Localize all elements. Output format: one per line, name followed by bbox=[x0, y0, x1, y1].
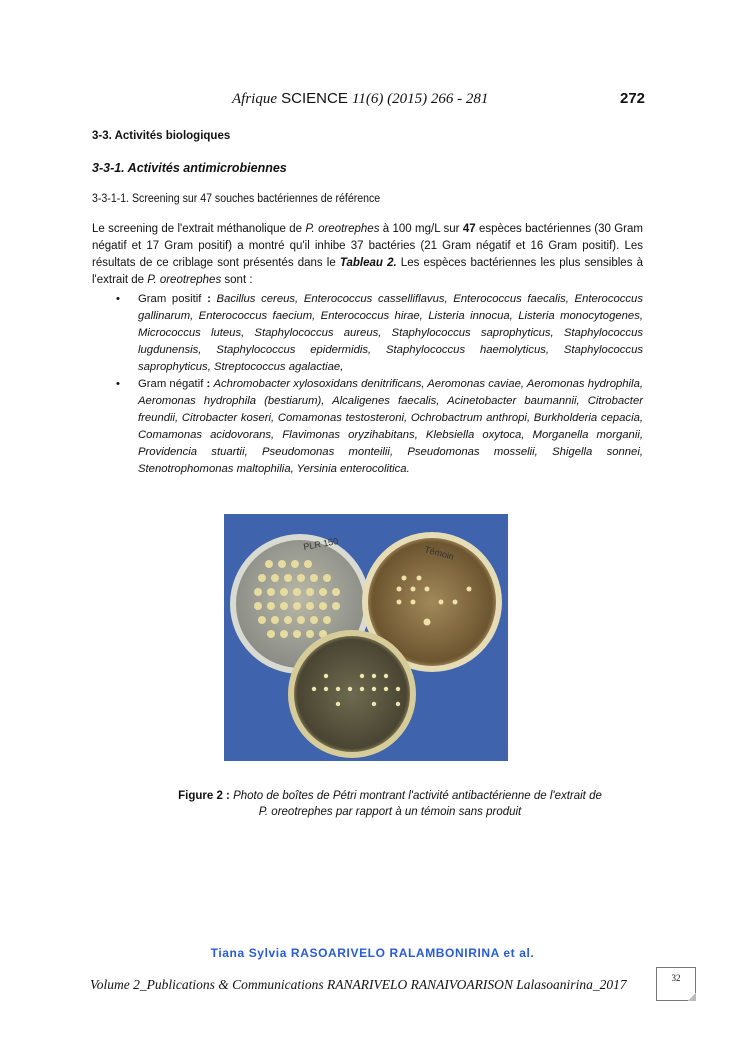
bullet-icon: • bbox=[116, 378, 120, 390]
subsubsection-heading: 3-3-1-1. Screening sur 47 souches bactériennes de référence bbox=[92, 193, 381, 205]
section-heading: 3-3. Activités biologiques bbox=[92, 130, 231, 142]
subsection-heading: 3-3-1. Activités antimicrobiennes bbox=[92, 161, 287, 175]
footer-page-number: 32 bbox=[656, 967, 696, 1001]
species-name: P. oreotrephes bbox=[305, 223, 380, 235]
petri-dish-photo bbox=[224, 514, 508, 761]
authors-line: Tiana Sylvia RASOARIVELO RALAMBONIRINA et al. bbox=[210, 946, 535, 960]
journal-ref: 11(6) (2015) 266 - 281 bbox=[352, 91, 489, 107]
figure-caption: Figure 2 : Photo de boîtes de Pétri montrant l'activité antibactérienne de l'extrait de P. oreotrephes par rapport à un témoin sans produit bbox=[178, 790, 602, 818]
list-item: • Gram positif : Bacillus cereus, Enterococcus casselliflavus, Enterococcus faecalis, Enterococcus gallinarum, Enterococcus faecium, Enterococcus hirae, Listeria innocua, Listeria monocytogenes, Micrococcus luteus, Staphylococcus aureus, Staphylococcus saprophyticus, Staphylococcus lugdunensis, Staphylococcus epidermidis, Staphylococcus haemolyticus, Staphylococcus saprophyticus, Streptococcus agalactiae, bbox=[116, 293, 643, 373]
bullet-label: Gram négatif bbox=[138, 378, 204, 390]
bullet-label: Gram positif bbox=[138, 293, 202, 305]
species-name: P. oreotrephes bbox=[147, 274, 222, 286]
footer-text: Volume 2_Publications & Communications RANARIVELO RANAIVOARISON Lalasoanirina_2017 bbox=[90, 977, 627, 992]
species-list: Achromobacter xylosoxidans denitrificans, Aeromonas caviae, Aeromonas hydrophila, Aeromonas hydrophila (bestiarum), Alcaligenes faecalis, Acinetobacter baumannii, Citrobacter freundii, Citrobacter koseri, Comamonas testosteroni, Ochrobactrum anthropi, Burkholderia cepacia, Comamonas acidovorans, Flavimonas oryzihabitans, Klebsiella oxytoca, Morganella morganii, Providencia stuartii, Pseudomonas monteilii, Pseudomonas mosselii, Shigella sonnei, Stenotrophomonas maltophilia, Yersinia enterocolitica. bbox=[138, 378, 643, 475]
page-number: 272 bbox=[620, 90, 646, 107]
plate-label-right: Témoin bbox=[423, 544, 456, 562]
plate-label-left: PLR 150 bbox=[302, 536, 339, 552]
table-reference: Tableau 2. bbox=[339, 257, 397, 269]
list-item: • Gram négatif : Achromobacter xylosoxidans denitrificans, Aeromonas caviae, Aeromonas hydrophila, Aeromonas hydrophila (bestiarum), Alcaligenes faecalis, Acinetobacter baumannii, Citrobacter freundii, Citrobacter koseri, Comamonas testosteroni, Ochrobactrum anthropi, Burkholderia cepacia, Comamonas acidovorans, Flavimonas oryzihabitans, Klebsiella oxytoca, Morganella morganii, Providencia stuartii, Pseudomonas monteilii, Pseudomonas mosselii, Shigella sonnei, Stenotrophomonas maltophilia, Yersinia enterocolitica. bbox=[116, 378, 643, 475]
journal-name: SCIENCE bbox=[281, 90, 348, 107]
journal-prefix: Afrique bbox=[232, 91, 277, 107]
bullet-list bbox=[92, 291, 643, 478]
figure-label: Figure 2 : bbox=[178, 790, 230, 802]
journal-header bbox=[232, 90, 488, 108]
body-paragraph: Le screening de l'extrait méthanolique de P. oreotrephes à 100 mg/L sur 47 espèces bactériennes (30 Gram négatif et 17 Gram positif) a montré qu'il inhibe 37 bactéries (21 Gram négatif et 16 Gram positif). Les résultats de ce criblage sont présentés dans le Tableau 2. Les espèces bactériennes les plus sensibles à l'extrait de P. oreotrephes sont : bbox=[92, 223, 643, 286]
petri-dishes-illustration bbox=[224, 514, 508, 761]
species-list: Bacillus cereus, Enterococcus casselliflavus, Enterococcus faecalis, Enterococcus gallinarum, Enterococcus faecium, Enterococcus hirae, Listeria innocua, Listeria monocytogenes, Micrococcus luteus, Staphylococcus aureus, Staphylococcus saprophyticus, Staphylococcus lugdunensis, Staphylococcus epidermidis, Staphylococcus haemolyticus, Staphylococcus saprophyticus, Streptococcus agalactiae, bbox=[138, 293, 643, 373]
bullet-icon: • bbox=[116, 293, 120, 305]
